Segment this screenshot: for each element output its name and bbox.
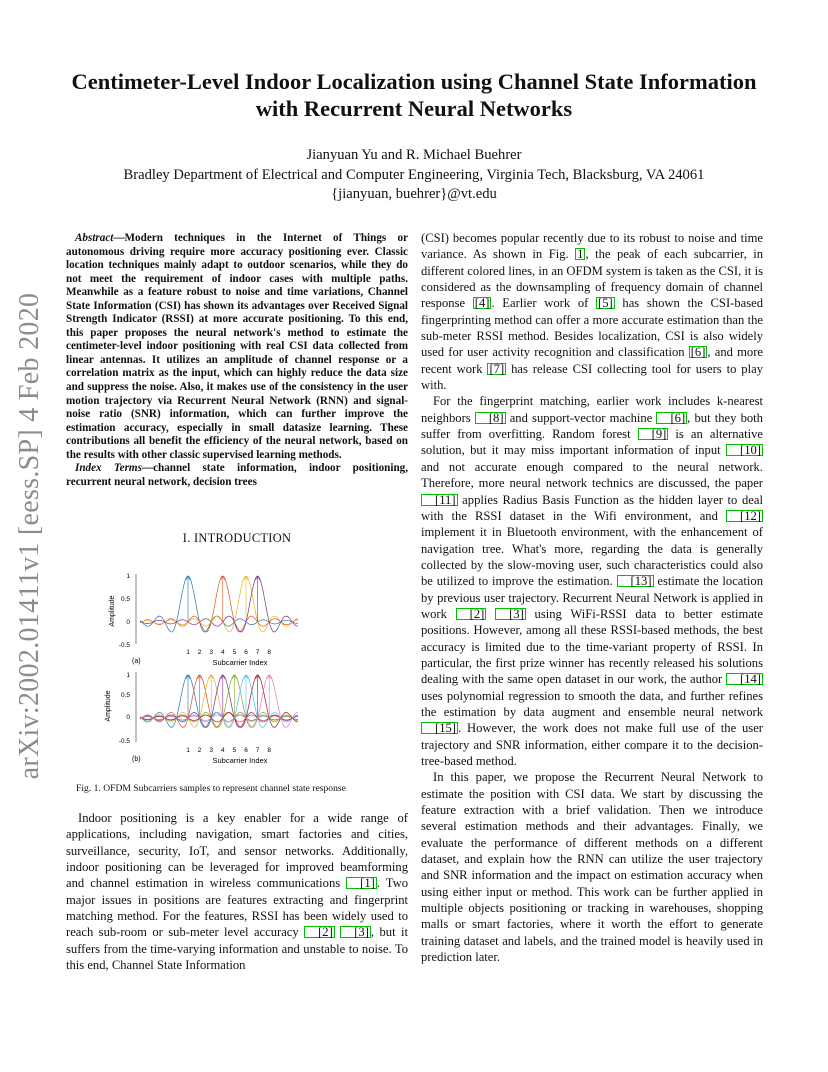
y-axis-label: Amplitude xyxy=(105,690,112,722)
x-axis-label: Subcarrier Index xyxy=(212,756,268,765)
index-terms-text: —channel state information, indoor positioning, recurrent neural network, decision trees xyxy=(66,462,408,488)
xtick: 7 xyxy=(255,649,260,656)
citation[interactable]: [2] xyxy=(456,608,487,620)
panel-a-label: (a) xyxy=(132,658,141,665)
xtick: 8 xyxy=(267,747,272,754)
citation[interactable]: [5] xyxy=(598,296,613,311)
citation[interactable]: [12] xyxy=(726,510,763,522)
citation[interactable]: [6] xyxy=(690,345,706,360)
citation[interactable]: [11] xyxy=(421,494,458,506)
ytick: -0.5 xyxy=(118,642,130,649)
xtick: 2 xyxy=(197,747,202,754)
author-block xyxy=(60,146,768,205)
abstract-text: —Modern techniques in the Internet of Things or autonomous driving require more accuracy positioning ever. Classic location techniques mainly adapt to outdoor scenarios, while they do not meet the requirement of indoor cases with multiple paths. Meanwhile as a feature robust to noise and time variations, Channel State Information (CSI) has shown its advantages over Received Signal Strength Indicator (RSSI) at more accurate positioning. To this end, this paper proposes the neural network's method to estimate the centimeter-level indoor positioning with real CSI data collected from linear antennas. It utilizes an amplitude of channel response or a correlation matrix as the input, which can highly reduce the data size and suppress the noise. Also, it makes use of the consistency in the user motion trajectory via Recurrent Neural Network (RNN) and signal-noise ratio (SNR) information, which can further improve the estimation accuracy, especially in small datasize learning. These contributions all benefit the efficiency of the neural network, based on the results with other classic supervised learning methods. xyxy=(66,232,408,461)
ytick: 0.5 xyxy=(120,692,130,699)
authors: Jianyuan Yu and R. Michael Buehrer xyxy=(306,147,522,163)
xtick: 4 xyxy=(220,649,225,656)
citation[interactable]: [1] xyxy=(346,877,377,889)
citation[interactable]: [4] xyxy=(474,296,490,311)
xtick: 6 xyxy=(244,747,248,754)
citation[interactable]: [10] xyxy=(726,444,763,456)
xtick: 5 xyxy=(232,747,237,754)
figure-caption: Fig. 1. OFDM Subcarriers samples to represent channel state response xyxy=(76,783,346,794)
section-heading: I. INTRODUCTION xyxy=(182,531,292,545)
citation[interactable]: [6] xyxy=(656,412,687,424)
xtick: 1 xyxy=(186,747,190,754)
paragraph: In this paper, we propose the Recurrent Neural Network to estimate the position with CSI data. We start by discussing the feature extraction with a brief validation. Then we introduce several estimation methods and their advantages. Finally, we evaluate the performance of different methods on a different dataset, and explain how the RNN can utilize the user trajectory and SNR information and the impact on estimation accuracy when using either input or method. This work can be further applied in multiple objects positioning or tracking in warehouses, shopping malls or smart factories, where it worth the effort to generate training dataset and labels, and the trained model is heavily used in prediction later. xyxy=(421,770,763,965)
paragraph: (CSI) becomes popular recently due to its robust to noise and time variance. As shown in Fig. 1 , the peak of each subcarrier, in different colored lines, in an OFDM system is taken as the CSI, it is considered as the downsampling of frequency domain of channel response [4] . Earlier work of [5] has shown the CSI-based fingerprinting method can offer a more accurate estimation than the sub-meter RSSI method. Besides localization, CSI is also widely used for user activity recognition and classification [6] , and more recent work [7] has release CSI collecting tool for users to play with. xyxy=(421,231,764,393)
citation[interactable]: [8] xyxy=(475,412,506,424)
ytick: 1 xyxy=(126,672,130,679)
xtick: 4 xyxy=(220,747,225,754)
x-axis-label: Subcarrier Index xyxy=(212,658,268,667)
intro-right-column xyxy=(421,230,763,965)
affiliation: Bradley Department of Electrical and Computer Engineering, Virginia Tech, Blacksburg, VA 24061 xyxy=(123,166,705,183)
abstract xyxy=(66,232,408,489)
paragraph: For the fingerprint matching, earlier work includes k-nearest neighbors [8] and support-vector machine [6] , but they both suffer from overfitting. Random forest [9] is an alternative solution, but it may miss important information of input [10] and not accurate enough compared to the neural network. Therefore, more neural network technics are discussed, the paper [11] applies Radius Basis Function as the hidden layer to deal with the RSSI dataset in the Wifi environment, and [12] implement it in Bluetooth environment, with the enhancement of navigation tree. What's more, regarding the data is generally collected by the slow-moving user, such characteristics could also be utilized to improve the estimation. [13] estimate the location by previous user trajectory. Recurrent Neural Network is applied in work [2] [3] using WiFi-RSSI data to better estimate positions. However, among all these RSSI-based methods, the best accuracy is limited due to the time-variant property of RSSI. In particular, the first prize winner has recently released his solutions dealing with the same open dataset in our work, the author [14] uses polynomial regression to smooth the data, and further refines the estimation by data augment and ensemble neural network [15] . However, the work does not make full use of the user trajectory and SNR information, either compare it to the decision-tree-based method. xyxy=(421,394,763,768)
citation[interactable]: 1 xyxy=(577,247,584,262)
citation[interactable]: [3] xyxy=(340,926,371,938)
xtick: 3 xyxy=(209,747,214,754)
index-terms-label: Index Terms xyxy=(75,462,142,475)
panel-b-label: (b) xyxy=(132,756,141,763)
citation[interactable]: [14] xyxy=(726,673,763,685)
ytick: -0.5 xyxy=(118,738,130,745)
paragraph: Indoor positioning is a key enabler for a wide range of applications, including navigation, smart factories and cities, surveillance, security, IoT, and sensor networks. Additionally, indoor positioning can be leveraged for improved beamforming and channel estimation in wireless communications [1] . Two major issues in positions are features extracting and fingerprint matching method. For the features, RSSI has been widely used to reach sub-room or sub-meter level accuracy [2] [3] , but it suffers from the time-varying information and unstable to noise. To this end, Channel State Information xyxy=(66,811,408,973)
citation[interactable]: [13] xyxy=(617,575,654,587)
paper-title: Centimeter-Level Indoor Localization using Channel State Information with Recurrent Neural Networks xyxy=(71,69,757,121)
xtick: 5 xyxy=(232,649,237,656)
arxiv-side-label: arXiv:2002.01411v1 [eess.SP] 4 Feb 2020 xyxy=(14,292,45,780)
intro-left-column xyxy=(66,810,408,973)
citation[interactable]: [7] xyxy=(489,361,505,376)
ytick: 0.5 xyxy=(120,596,130,603)
abstract-label: Abstract xyxy=(75,232,114,244)
citation[interactable]: [15] xyxy=(421,722,458,734)
citation[interactable]: [3] xyxy=(495,608,526,620)
xtick: 3 xyxy=(209,649,214,656)
subcarrier-plot xyxy=(100,566,300,778)
xtick: 7 xyxy=(255,747,260,754)
figure-1 xyxy=(100,566,300,778)
citation[interactable]: [9] xyxy=(638,428,669,440)
xtick: 2 xyxy=(197,649,202,656)
ytick: 0 xyxy=(126,714,130,721)
ytick: 0 xyxy=(126,619,130,626)
y-axis-label: Amplitude xyxy=(109,595,116,627)
xtick: 1 xyxy=(186,649,190,656)
ytick: 1 xyxy=(126,573,130,580)
xtick: 8 xyxy=(267,649,272,656)
citation[interactable]: [2] xyxy=(304,926,335,938)
xtick: 6 xyxy=(244,649,248,656)
email: {jianyuan, buehrer}@vt.edu xyxy=(331,186,497,202)
